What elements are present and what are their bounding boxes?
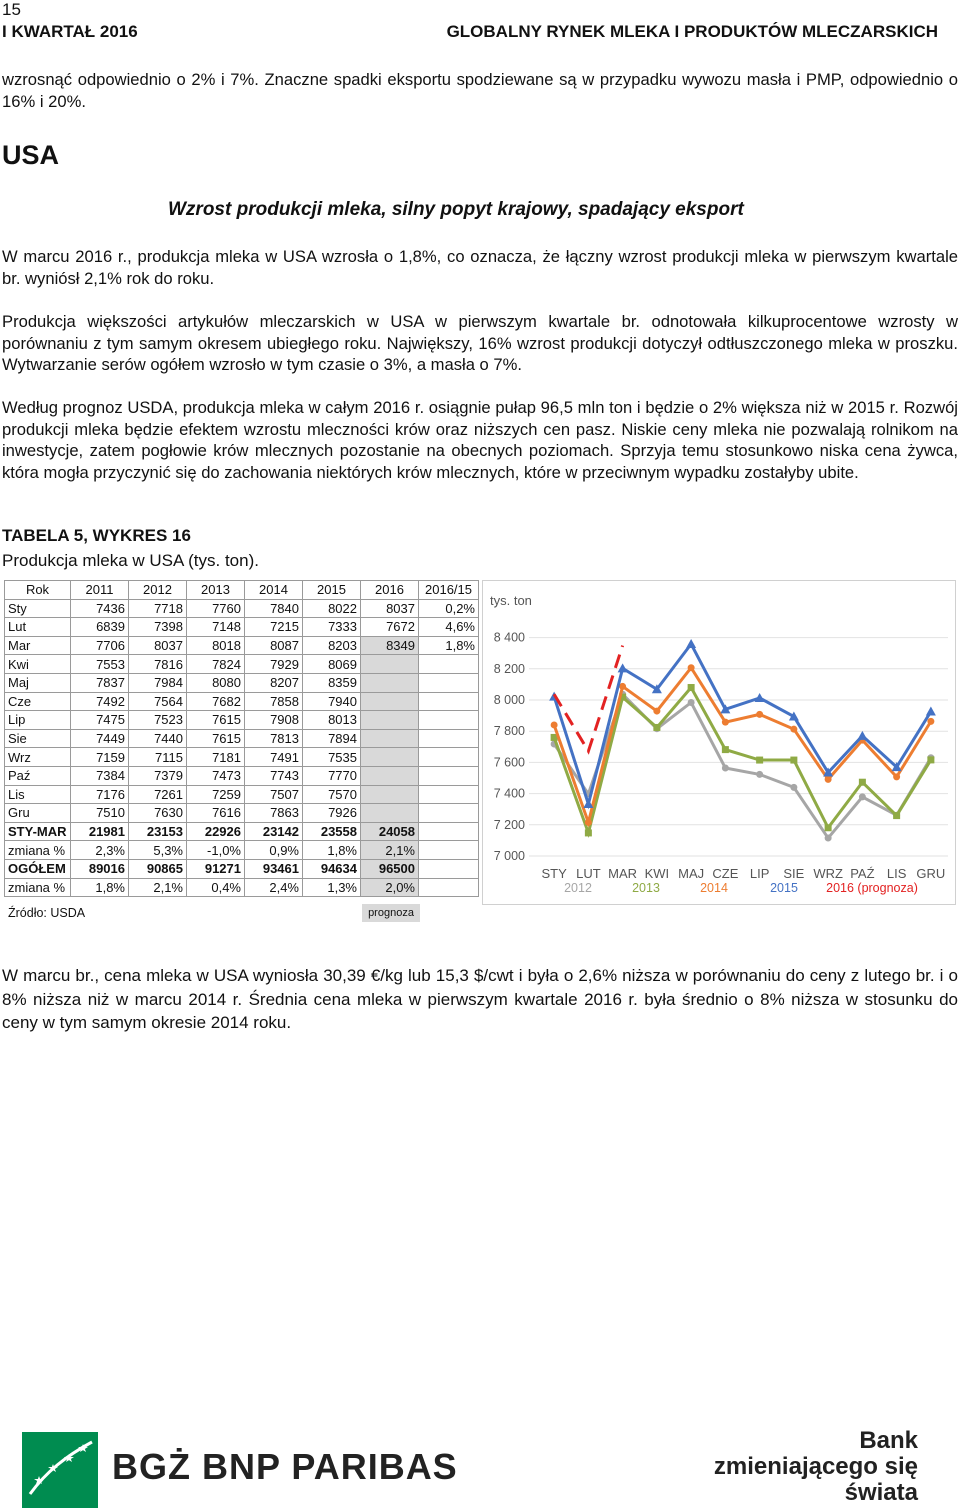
table-cell: 2,4% [245, 878, 303, 897]
table-cell: 7816 [129, 655, 187, 674]
data-point [722, 746, 729, 753]
table-cell: 7398 [129, 618, 187, 637]
table-cell: 2,3% [71, 841, 129, 860]
table-cell: 0,9% [245, 841, 303, 860]
table-cell: 4,6% [419, 618, 479, 637]
data-point [790, 757, 797, 764]
table-cell: 7553 [71, 655, 129, 674]
table-row [5, 673, 479, 692]
data-point [790, 784, 797, 791]
slogan-line: Bank [859, 1427, 918, 1454]
table-header-row [5, 581, 479, 600]
table-cell: 8087 [245, 636, 303, 655]
data-point [688, 664, 695, 671]
slogan-line: świata [844, 1479, 918, 1506]
table-cell: 8069 [303, 655, 361, 674]
table-cell [361, 729, 419, 748]
legend-entry: 2014 [700, 881, 728, 895]
data-point [893, 812, 900, 819]
x-tick-label: PAŹ [850, 866, 875, 881]
table-cell: 90865 [129, 859, 187, 878]
table-cell: 7115 [129, 748, 187, 767]
table-cell [419, 804, 479, 823]
x-tick-label: KWI [644, 866, 670, 881]
table-cell: 8203 [303, 636, 361, 655]
table-cell: -1,0% [187, 841, 245, 860]
table-row [5, 692, 479, 711]
table-cell: 91271 [187, 859, 245, 878]
data-point [825, 824, 832, 831]
table-cell: 7507 [245, 785, 303, 804]
table-cell: 23153 [129, 822, 187, 841]
table-cell [419, 766, 479, 785]
paragraph: Produkcja większości artykułów mleczarskich w USA w pierwszym kwartale br. odnotowała kilkuprocentowe wzrosty w porównaniu z tym samym okresem ubiegłego roku. Największy, 16% wzrost produkcji dotyczył odtłuszczonego mleka w proszku. Wytwarzanie serów ogółem wzrosło w tym czasie o 3%, a masła o 7%. [2, 312, 958, 374]
y-tick-label: 7 400 [493, 786, 525, 801]
table-cell: 7616 [187, 804, 245, 823]
source-note: Źródło: USDA [8, 906, 86, 920]
row-label-cell: OGÓŁEM [5, 859, 71, 878]
table-cell [361, 748, 419, 767]
table-cell [419, 711, 479, 730]
bank-slogan [714, 1428, 918, 1506]
table-row [5, 748, 479, 767]
data-point [653, 724, 660, 731]
table-cell: 7858 [245, 692, 303, 711]
table-cell: 1,8% [71, 878, 129, 897]
data-point [825, 835, 832, 842]
table-cell: 7261 [129, 785, 187, 804]
table-row [5, 636, 479, 655]
table-row [5, 878, 479, 897]
table-cell: 2011 [71, 581, 129, 600]
data-point [927, 718, 934, 725]
table-cell: 23558 [303, 822, 361, 841]
table-cell: 2012 [129, 581, 187, 600]
table-cell: 1,8% [419, 636, 479, 655]
table-cell: 7440 [129, 729, 187, 748]
y-tick-label: 8 400 [493, 630, 525, 645]
table-row [5, 655, 479, 674]
table-cell: 2013 [187, 581, 245, 600]
x-tick-label: WRZ [813, 866, 843, 881]
table-cell: 7630 [129, 804, 187, 823]
row-label-cell: Mar [5, 636, 71, 655]
table-cell: 7926 [303, 804, 361, 823]
data-point [688, 699, 695, 706]
row-label-cell: Maj [5, 673, 71, 692]
y-tick-label: 8 200 [493, 661, 525, 676]
table-cell: 22926 [187, 822, 245, 841]
row-label-cell: zmiana % [5, 878, 71, 897]
legend-entry: 2015 [770, 881, 798, 895]
table-cell: 7894 [303, 729, 361, 748]
table-cell: 2,1% [361, 841, 419, 860]
table-cell: 8080 [187, 673, 245, 692]
table-cell: 89016 [71, 859, 129, 878]
row-label-cell: Paź [5, 766, 71, 785]
table-cell: 2,0% [361, 878, 419, 897]
table-cell: 93461 [245, 859, 303, 878]
table-cell [419, 878, 479, 897]
legend-entry: 2012 [564, 881, 592, 895]
y-tick-label: 7 200 [493, 817, 525, 832]
data-point [893, 773, 900, 780]
table-cell: 1,8% [303, 841, 361, 860]
x-tick-label: LIS [886, 866, 907, 881]
table-cell: 24058 [361, 822, 419, 841]
table-cell: 2,1% [129, 878, 187, 897]
table-caption: Produkcja mleka w USA (tys. ton). [2, 551, 259, 570]
y-tick-label: 8 000 [493, 693, 525, 707]
row-label-cell: STY-MAR [5, 822, 71, 841]
table-cell [419, 692, 479, 711]
forecast-label: prognoza [362, 904, 420, 922]
table-cell [361, 766, 419, 785]
row-label-cell: zmiana % [5, 841, 71, 860]
table-row [5, 711, 479, 730]
table-row [5, 804, 479, 823]
table-cell [361, 692, 419, 711]
row-label-cell: Gru [5, 804, 71, 823]
y-tick-label: 7 600 [493, 755, 525, 770]
table-row [5, 766, 479, 785]
data-point [927, 756, 934, 763]
row-label-cell: Lip [5, 711, 71, 730]
x-tick-label: GRU [916, 866, 946, 881]
table-cell: 7706 [71, 636, 129, 655]
data-point [756, 757, 763, 764]
table-cell: 8037 [129, 636, 187, 655]
paragraph: Według prognoz USDA, produkcja mleka w całym 2016 r. osiągnie pułap 96,5 mln ton i będzie o 2% większa niż w 2015 r. Rozwój produkcji mleka będzie efektem wzrostu mleczności krów oraz niższych cen pasz. Niskie ceny mleka nie pozwalają rolnikom na inwestycje, zatem pogłowie krów mlecznych pozostanie na obecnych poziomach. Sprzyja temu stosunkowo niska cena żywca, która mogła przyczynić się do zachowania niektórych krów mlecznych, które w przeciwnym wypadku zostałyby ubite. [2, 398, 958, 482]
table-cell: 7564 [129, 692, 187, 711]
table-cell: 7813 [245, 729, 303, 748]
header-period: I KWARTAŁ 2016 [2, 22, 138, 41]
table-cell: 2016 [361, 581, 419, 600]
table-cell: 7148 [187, 618, 245, 637]
table-cell [419, 748, 479, 767]
y-tick-label: 7 800 [493, 724, 525, 739]
table-cell: 7535 [303, 748, 361, 767]
production-table [4, 580, 479, 897]
x-tick-label: SIE [783, 866, 805, 881]
table-cell: 8037 [361, 599, 419, 618]
table-cell: 8013 [303, 711, 361, 730]
table-cell: 7940 [303, 692, 361, 711]
table-cell: 7333 [303, 618, 361, 637]
table-cell: 7718 [129, 599, 187, 618]
table-cell: 7215 [245, 618, 303, 637]
table-cell: 7176 [71, 785, 129, 804]
legend-entry: 2013 [632, 881, 660, 895]
row-label-cell: Lis [5, 785, 71, 804]
table-cell: 2014 [245, 581, 303, 600]
table-cell: 94634 [303, 859, 361, 878]
table-row [5, 785, 479, 804]
table-cell [361, 655, 419, 674]
table-cell: 96500 [361, 859, 419, 878]
table-cell [361, 673, 419, 692]
data-point [585, 829, 592, 836]
production-table-container [4, 580, 482, 897]
slogan-line: zmieniającego się [713, 1453, 918, 1480]
table-cell: 0,2% [419, 599, 479, 618]
table-row [5, 599, 479, 618]
table-cell [419, 785, 479, 804]
data-point [790, 726, 797, 733]
data-point [722, 765, 729, 772]
table-cell: 7682 [187, 692, 245, 711]
table-cell: 7984 [129, 673, 187, 692]
table-cell: 7449 [71, 729, 129, 748]
legend-entry: 2016 (prognoza) [826, 881, 918, 895]
table-cell: 7824 [187, 655, 245, 674]
table-cell: 7672 [361, 618, 419, 637]
table-cell [419, 841, 479, 860]
table-cell: 7159 [71, 748, 129, 767]
data-point [722, 719, 729, 726]
table-cell: 7570 [303, 785, 361, 804]
table-cell [419, 822, 479, 841]
table-cell: 7475 [71, 711, 129, 730]
table-cell: 7908 [245, 711, 303, 730]
table-cell: 7492 [71, 692, 129, 711]
row-label-cell: Kwi [5, 655, 71, 674]
table-cell: 7863 [245, 804, 303, 823]
table-cell [361, 804, 419, 823]
data-point [653, 708, 660, 715]
data-point [585, 819, 592, 826]
row-label-cell: Sty [5, 599, 71, 618]
row-label-cell: Wrz [5, 748, 71, 767]
data-point [825, 776, 832, 783]
data-point [756, 711, 763, 718]
table-cell: 21981 [71, 822, 129, 841]
y-tick-label: 7 000 [493, 849, 525, 863]
table-cell: 8349 [361, 636, 419, 655]
row-label-cell: Lut [5, 618, 71, 637]
table-cell: 7510 [71, 804, 129, 823]
table-cell: 8207 [245, 673, 303, 692]
row-label-cell: Cze [5, 692, 71, 711]
table-cell [419, 859, 479, 878]
paragraph: W marcu 2016 r., produkcja mleka w USA wzrosła o 1,8%, co oznacza, że łączny wzrost produkcji mleka w pierwszym kwartale br. wyniósł 2,1% rok do roku. [2, 247, 958, 288]
x-tick-label: MAJ [678, 866, 705, 881]
table-cell: 0,4% [187, 878, 245, 897]
table-cell: 7384 [71, 766, 129, 785]
table-cell: 7929 [245, 655, 303, 674]
data-point [688, 684, 695, 691]
section-subtitle: Wzrost produkcji mleka, silny popyt krajowy, spadający eksport [168, 199, 744, 220]
table-cell: 7473 [187, 766, 245, 785]
table-cell: 7615 [187, 729, 245, 748]
section-title: USA [2, 140, 60, 170]
table-cell: 7259 [187, 785, 245, 804]
table-row [5, 841, 479, 860]
table-cell: 7181 [187, 748, 245, 767]
table-cell [419, 673, 479, 692]
table-cell: 1,3% [303, 878, 361, 897]
data-point [756, 771, 763, 778]
table-cell [361, 711, 419, 730]
table-cell [361, 785, 419, 804]
y-axis-label: tys. ton [490, 593, 532, 608]
header-title: GLOBALNY RYNEK MLEKA I PRODUKTÓW MLECZARSKICH [446, 22, 938, 41]
table-row [5, 729, 479, 748]
table-cell [419, 655, 479, 674]
table-label: TABELA 5, WYKRES 16 [2, 526, 191, 545]
table-cell [419, 729, 479, 748]
table-cell: 2015 [303, 581, 361, 600]
row-label-cell: Sie [5, 729, 71, 748]
bank-logo-icon [22, 1432, 98, 1508]
table-cell: 8359 [303, 673, 361, 692]
table-cell: 6839 [71, 618, 129, 637]
table-cell: 7491 [245, 748, 303, 767]
table-row [5, 859, 479, 878]
milk-production-chart [482, 580, 956, 906]
table-row [5, 618, 479, 637]
table-cell: 7436 [71, 599, 129, 618]
row-label-cell: Rok [5, 581, 71, 600]
table-cell: 23142 [245, 822, 303, 841]
bank-name: BGŻ BNP PARIBAS [112, 1446, 458, 1487]
intro-paragraph: wzrosnąć odpowiednio o 2% i 7%. Znaczne spadki eksportu spodziewane są w przypadku wywozu masła i PMP, odpowiednio o 16% i 20%. [2, 70, 958, 111]
x-tick-label: STY [541, 866, 567, 881]
table-cell: 7840 [245, 599, 303, 618]
table-cell: 7379 [129, 766, 187, 785]
table-cell: 7615 [187, 711, 245, 730]
table-cell: 8018 [187, 636, 245, 655]
table-cell: 7770 [303, 766, 361, 785]
table-cell: 7760 [187, 599, 245, 618]
table-cell: 7837 [71, 673, 129, 692]
data-point [859, 779, 866, 786]
x-tick-label: LUT [576, 866, 601, 881]
table-cell: 5,3% [129, 841, 187, 860]
table-cell: 7743 [245, 766, 303, 785]
table-cell: 7523 [129, 711, 187, 730]
table-cell: 2016/15 [419, 581, 479, 600]
data-point [551, 721, 558, 728]
paragraph: W marcu br., cena mleka w USA wyniosła 30,39 €/kg lub 15,3 $/cwt i była o 2,6% niższa w porównaniu do ceny z lutego br. i o 8% niższa niż w marcu 2014 r. Średnia cena mleka w pierwszym kwartale 2016 r. była średnio o 8% niższa w stosunku do ceny w tym samym okresie 2014 roku. [2, 966, 958, 1032]
data-point [859, 793, 866, 800]
x-tick-label: CZE [712, 866, 739, 881]
page-number: 15 [2, 0, 21, 19]
table-cell: 8022 [303, 599, 361, 618]
x-tick-label: MAR [608, 866, 638, 881]
x-tick-label: LIP [749, 866, 770, 881]
table-row [5, 822, 479, 841]
